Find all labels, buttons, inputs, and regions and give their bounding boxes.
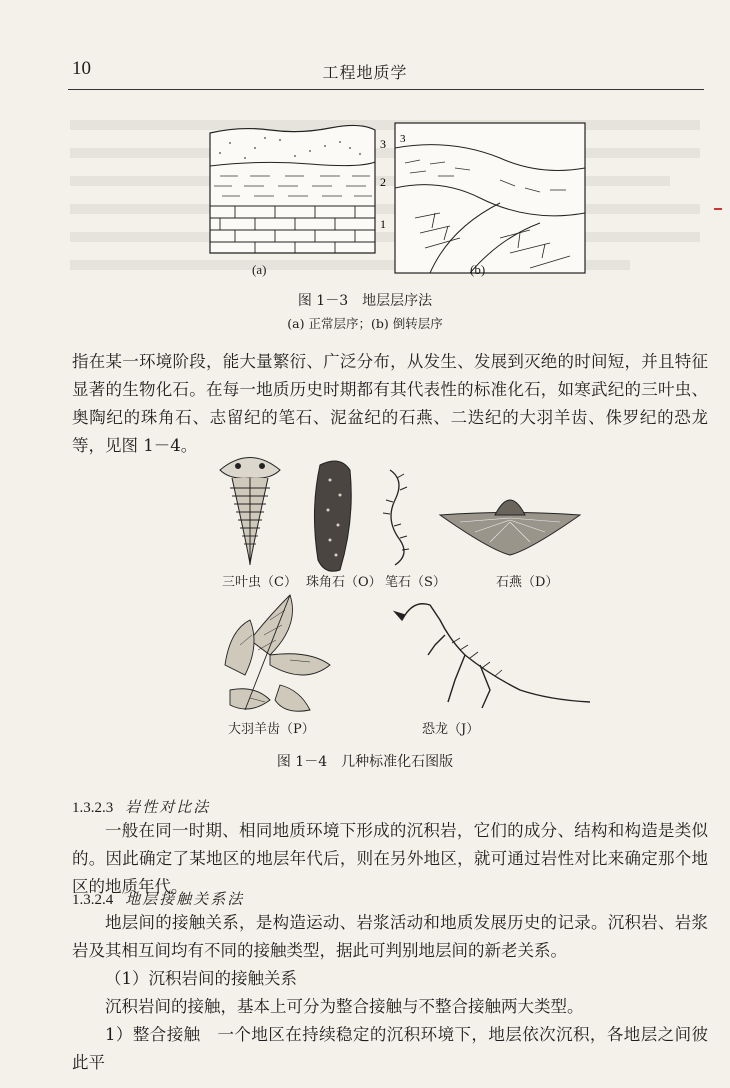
graptolite-drawing (383, 470, 409, 565)
subheading-sedimentary-contact: （1）沉积岩间的接触关系 (105, 969, 297, 988)
layer-label-2: 2 (380, 175, 386, 189)
label-trilobite: 三叶虫（C） (222, 575, 297, 590)
section-title: 地层接触关系法 (125, 890, 245, 908)
fossil-plate (190, 440, 700, 740)
section-title: 岩性对比法 (125, 798, 211, 816)
page-number: 10 (72, 58, 91, 79)
label-orthoceras: 珠角石（O） (306, 575, 382, 590)
figure-1-3-subcaption: (a) 正常层序；(b) 倒转层序 (287, 316, 443, 331)
paragraph-conformable-contact: 1）整合接触 一个地区在持续稳定的沉积环境下，地层依次沉积，各地层之间彼此平 (72, 1025, 708, 1072)
section-number: 1.3.2.3 (72, 800, 114, 816)
panel-a-label: (a) (252, 262, 267, 277)
panel-a-normal-sequence (210, 125, 386, 253)
panel-b-label: (b) (470, 262, 486, 277)
label-dinosaur: 恐龙（J） (422, 722, 480, 737)
label-gigantopteris: 大羽羊齿（P） (228, 722, 315, 737)
gigantopteris-drawing (225, 595, 330, 711)
layer-label-1: 1 (380, 217, 386, 231)
paragraph-contact-types: 沉积岩间的接触，基本上可分为整合接触与不整合接触两大类型。 (105, 997, 584, 1016)
trilobite-drawing (220, 458, 280, 566)
header-rule (68, 89, 704, 90)
label-graptolite: 笔石（S） (385, 575, 446, 590)
figure-1-4-caption: 图 1－4 几种标准化石图版 (276, 754, 454, 770)
paragraph-standard-fossils: 指在某一环境阶段，能大量繁衍、广泛分布，从发生、发展到灭绝的时间短，并且特征显著的生物化石。在每一地质历史时期都有其代表性的标准化石，如寒武纪的三叶虫、奥陶纪的珠角石、志留纪的笔石、泥盆纪的石燕、二迭纪的大羽羊齿、侏罗纪的恐龙等，见图 1－4。 (72, 352, 708, 455)
figure-1-4 (190, 440, 700, 740)
section-number: 1.3.2.4 (72, 892, 114, 908)
running-title: 工程地质学 (322, 63, 408, 82)
section-heading-contact (72, 888, 244, 909)
section-heading-lithologic (72, 796, 210, 817)
panel-b-mark: 3 (400, 133, 406, 145)
paragraph-contact-relations: 地层间的接触关系，是构造运动、岩浆活动和地质发展历史的记录。沉积岩、岩浆岩及其相互间均有不同的接触类型，据此可判别地层间的新老关系。 (72, 913, 708, 960)
margin-mark (714, 208, 722, 210)
orthoceras-drawing (314, 461, 351, 571)
dinosaur-drawing (395, 604, 590, 708)
panel-b-overturned-sequence (395, 123, 585, 273)
spirifer-drawing (440, 500, 580, 555)
label-spirifer: 石燕（D） (496, 575, 559, 590)
paragraph-lithologic-comparison: 一般在同一时期、相同地质环境下形成的沉积岩，它们的成分、结构和构造是类似的。因此确定了某地区的地层年代后，则在另外地区，就可通过岩性对比来确定那个地区的地质年代。 (72, 821, 708, 896)
figure-1-3-caption: 图 1－3 地层层序法 (297, 293, 433, 309)
layer-label-3: 3 (380, 137, 386, 151)
